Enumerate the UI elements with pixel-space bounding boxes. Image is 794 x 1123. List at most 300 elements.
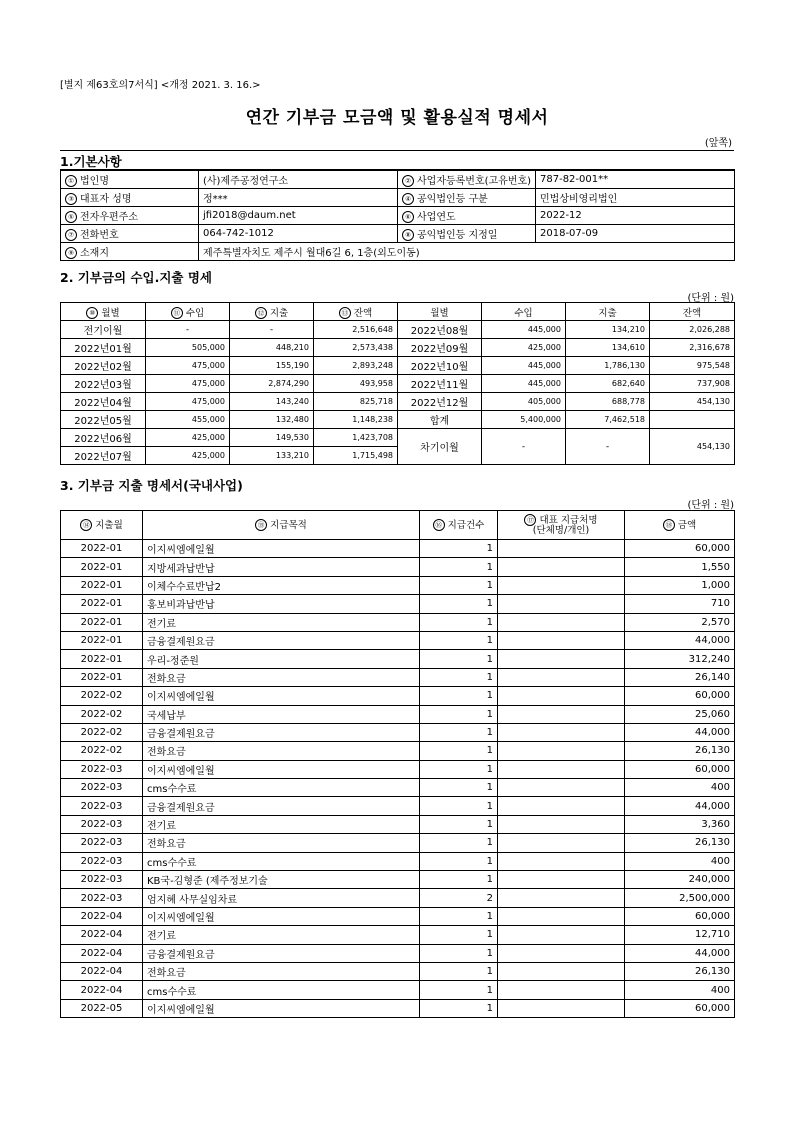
expense-amount: 44,000 [625, 631, 735, 649]
expense-month: 2022-03 [61, 760, 143, 778]
income-row [61, 357, 735, 375]
balance-cell: 1,423,708 [314, 429, 398, 447]
expense-amount: 2,570 [625, 613, 735, 631]
info-field-number: ① [65, 175, 77, 187]
expense-month: 2022-04 [61, 926, 143, 944]
expense-recipient [498, 650, 625, 668]
expense-purpose: 전기료 [143, 815, 420, 833]
expense-purpose: 이지씨엠에일월 [143, 760, 420, 778]
income-header-cell [314, 303, 398, 321]
expense-count: 1 [420, 779, 498, 797]
expense-recipient [498, 907, 625, 925]
info-field-number: ② [402, 175, 414, 187]
table-row [61, 981, 735, 999]
table-row [61, 723, 735, 741]
income-header-cell: 지출 [566, 303, 650, 321]
expense-amount: 710 [625, 595, 735, 613]
month-cell: 2022년03월 [61, 375, 146, 393]
expense-recipient [498, 723, 625, 741]
expense-amount: 26,130 [625, 962, 735, 980]
month-cell: 2022년06월 [61, 429, 146, 447]
expense-amount: 25,060 [625, 705, 735, 723]
income-header-label: 잔액 [353, 307, 373, 319]
income-cell: 455,000 [146, 411, 230, 429]
expense-amount: 60,000 [625, 907, 735, 925]
balance-cell: 2,516,648 [314, 321, 398, 339]
info-value: 정*** [199, 189, 398, 207]
carry-over-income: - [482, 429, 566, 465]
expense-purpose: 국세납부 [143, 705, 420, 723]
expense-amount: 312,240 [625, 650, 735, 668]
info-field-number: ③ [65, 193, 77, 205]
expense-month: 2022-04 [61, 907, 143, 925]
expense-purpose: 전화요금 [143, 668, 420, 686]
income-header-cell [230, 303, 314, 321]
expense-purpose: 전기료 [143, 926, 420, 944]
table-row [61, 595, 735, 613]
expense-recipient [498, 613, 625, 631]
expense-count: 1 [420, 595, 498, 613]
expense-cell: 132,480 [230, 411, 314, 429]
expense-count: 1 [420, 797, 498, 815]
expense-cell: 134,210 [566, 321, 650, 339]
expense-amount: 1,550 [625, 558, 735, 576]
expense-count: 1 [420, 668, 498, 686]
income-header-cell [146, 303, 230, 321]
expense-count: 1 [420, 852, 498, 870]
expense-amount: 240,000 [625, 871, 735, 889]
info-label-cell [61, 207, 199, 225]
expense-recipient [498, 852, 625, 870]
info-label-cell [61, 189, 199, 207]
expense-month: 2022-03 [61, 797, 143, 815]
table-row [61, 742, 735, 760]
expense-detail-table [60, 510, 735, 1018]
expense-recipient [498, 631, 625, 649]
expense-count: 1 [420, 705, 498, 723]
month-cell: 합계 [398, 411, 482, 429]
expense-count: 2 [420, 889, 498, 907]
info-row [61, 207, 735, 225]
expense-recipient [498, 705, 625, 723]
info-row [61, 170, 735, 189]
expense-amount: 44,000 [625, 944, 735, 962]
expense-amount: 60,000 [625, 760, 735, 778]
info-value: 787-82-001** [536, 170, 735, 189]
info-value: jfi2018@daum.net [199, 207, 398, 225]
basic-info-table [60, 169, 735, 261]
expense-recipient [498, 779, 625, 797]
section2-unit: (단위 : 원) [687, 293, 734, 304]
income-header-cell: 수입 [482, 303, 566, 321]
expense-header-recipient-label: 대표 지급처명 [539, 515, 598, 526]
expense-header-purpose [143, 511, 420, 540]
expense-month: 2022-01 [61, 595, 143, 613]
income-cell: 445,000 [482, 375, 566, 393]
table-row [61, 613, 735, 631]
expense-amount: 12,710 [625, 926, 735, 944]
expense-recipient [498, 668, 625, 686]
income-cell: 475,000 [146, 375, 230, 393]
income-cell: 405,000 [482, 393, 566, 411]
info-label-cell [398, 170, 536, 189]
expense-purpose: 엄지혜 사무실임차료 [143, 889, 420, 907]
form-reference: [별지 제63호의7서식] <개정 2021. 3. 16.> [60, 80, 261, 91]
balance-cell: 825,718 [314, 393, 398, 411]
expense-header-count [420, 511, 498, 540]
expense-recipient [498, 926, 625, 944]
expense-recipient [498, 999, 625, 1017]
table-row [61, 797, 735, 815]
month-cell: 2022년05월 [61, 411, 146, 429]
balance-cell: 737,908 [650, 375, 735, 393]
info-field-label: 사업자등록번호(고유번호) [417, 176, 532, 187]
balance-cell: 2,893,248 [314, 357, 398, 375]
info-field-label: 공익법인등 구분 [417, 194, 488, 205]
expense-amount: 26,130 [625, 834, 735, 852]
expense-recipient [498, 742, 625, 760]
expense-purpose: 금융결제원요금 [143, 944, 420, 962]
balance-cell: 454,130 [650, 393, 735, 411]
expense-cell: - [230, 321, 314, 339]
info-field-label: 대표자 성명 [80, 194, 132, 205]
expense-purpose: 이지씨엠에일월 [143, 907, 420, 925]
info-value: 064-742-1012 [199, 225, 398, 243]
expense-header-count-number: ⑯ [433, 519, 445, 531]
income-row [61, 321, 735, 339]
info-field-number: ④ [402, 193, 414, 205]
expense-count: 1 [420, 723, 498, 741]
income-header-row [61, 303, 735, 321]
expense-month: 2022-03 [61, 852, 143, 870]
income-cell: 425,000 [146, 429, 230, 447]
expense-count: 1 [420, 687, 498, 705]
expense-month: 2022-04 [61, 944, 143, 962]
expense-cell: 7,462,518 [566, 411, 650, 429]
expense-month: 2022-04 [61, 962, 143, 980]
info-row [61, 243, 735, 261]
expense-purpose: 이지씨엠에일월 [143, 687, 420, 705]
expense-amount: 44,000 [625, 723, 735, 741]
expense-recipient [498, 576, 625, 594]
month-cell: 2022년11월 [398, 375, 482, 393]
income-header-label: 월별 [101, 307, 120, 319]
table-row [61, 926, 735, 944]
expense-purpose: cms수수료 [143, 981, 420, 999]
info-label-cell [61, 225, 199, 243]
table-row [61, 871, 735, 889]
expense-month: 2022-01 [61, 613, 143, 631]
info-label-cell [398, 225, 536, 243]
table-row [61, 962, 735, 980]
income-row [61, 429, 735, 447]
income-cell: 475,000 [146, 357, 230, 375]
expense-purpose: KB국-김형준 (제주정보기술 [143, 871, 420, 889]
page-side-label: (앞쪽) [704, 138, 732, 149]
expense-month: 2022-01 [61, 668, 143, 686]
expense-header-amount-label: 금액 [677, 520, 697, 531]
income-header-cell [61, 303, 146, 321]
income-row [61, 375, 735, 393]
expense-purpose: 전기료 [143, 613, 420, 631]
expense-cell: 688,778 [566, 393, 650, 411]
expense-count: 1 [420, 871, 498, 889]
expense-amount: 2,500,000 [625, 889, 735, 907]
table-row [61, 705, 735, 723]
month-cell: 2022년04월 [61, 393, 146, 411]
table-row [61, 907, 735, 925]
document-title: 연간 기부금 모금액 및 활용실적 명세서 [245, 108, 549, 128]
section3-unit: (단위 : 원) [687, 500, 734, 511]
table-row [61, 558, 735, 576]
expense-month: 2022-03 [61, 889, 143, 907]
section1-title: 1.기본사항 [60, 154, 122, 169]
balance-cell: 975,548 [650, 357, 735, 375]
income-cell: 445,000 [482, 357, 566, 375]
expense-cell: 149,530 [230, 429, 314, 447]
expense-recipient [498, 797, 625, 815]
expense-recipient [498, 760, 625, 778]
month-cell: 전기이월 [61, 321, 146, 339]
expense-count: 1 [420, 926, 498, 944]
expense-header-purpose-number: ⑮ [255, 519, 267, 531]
expense-month: 2022-02 [61, 723, 143, 741]
expense-month: 2022-02 [61, 687, 143, 705]
balance-cell: 2,026,288 [650, 321, 735, 339]
expense-purpose: 금융결제원요금 [143, 797, 420, 815]
expense-recipient [498, 558, 625, 576]
income-row [61, 393, 735, 411]
expense-month: 2022-03 [61, 815, 143, 833]
info-label-cell [398, 189, 536, 207]
expense-month: 2022-03 [61, 871, 143, 889]
expense-count: 1 [420, 815, 498, 833]
expense-count: 1 [420, 834, 498, 852]
table-row [61, 852, 735, 870]
expense-header-month [61, 511, 143, 540]
month-cell: 2022년02월 [61, 357, 146, 375]
address-field-number: ⑨ [65, 247, 77, 259]
income-header-label: 지출 [269, 307, 289, 319]
expense-amount: 3,360 [625, 815, 735, 833]
expense-recipient [498, 815, 625, 833]
table-row [61, 668, 735, 686]
expense-purpose: 전화요금 [143, 834, 420, 852]
income-expense-table [60, 302, 735, 465]
expense-amount: 1,000 [625, 576, 735, 594]
expense-cell: 134,610 [566, 339, 650, 357]
expense-amount: 26,130 [625, 742, 735, 760]
table-row [61, 576, 735, 594]
expense-month: 2022-01 [61, 558, 143, 576]
expense-purpose: 지방세과납반납 [143, 558, 420, 576]
info-field-label: 법인명 [80, 176, 109, 187]
month-cell: 2022년12월 [398, 393, 482, 411]
expense-header-recipient-number: ⑰ [524, 514, 536, 526]
info-row [61, 225, 735, 243]
table-row [61, 999, 735, 1017]
income-header-number: ⑬ [339, 307, 351, 319]
expense-month: 2022-02 [61, 705, 143, 723]
income-row [61, 339, 735, 357]
expense-month: 2022-04 [61, 981, 143, 999]
income-cell: 5,400,000 [482, 411, 566, 429]
carry-over-balance: 454,130 [650, 429, 735, 465]
table-row [61, 944, 735, 962]
income-header-number: ⑩ [86, 307, 98, 319]
income-cell: 425,000 [146, 447, 230, 465]
expense-recipient [498, 540, 625, 558]
income-cell: 445,000 [482, 321, 566, 339]
expense-count: 1 [420, 962, 498, 980]
balance-cell: 1,715,498 [314, 447, 398, 465]
expense-cell: 448,210 [230, 339, 314, 357]
expense-amount: 60,000 [625, 687, 735, 705]
expense-month: 2022-01 [61, 650, 143, 668]
table-row [61, 540, 735, 558]
expense-recipient [498, 871, 625, 889]
income-header-label: 수입 [185, 307, 205, 319]
balance-cell: 2,573,438 [314, 339, 398, 357]
income-header-cell: 잔액 [650, 303, 735, 321]
expense-header-month-number: ⑭ [80, 519, 92, 531]
expense-amount: 60,000 [625, 999, 735, 1017]
section3-title: 3. 기부금 지출 명세서(국내사업) [60, 478, 243, 493]
info-field-label: 사업연도 [417, 212, 456, 223]
expense-recipient [498, 962, 625, 980]
table-row [61, 889, 735, 907]
expense-amount: 400 [625, 981, 735, 999]
income-cell: - [146, 321, 230, 339]
income-cell: 505,000 [146, 339, 230, 357]
table-row [61, 779, 735, 797]
expense-purpose: 이체수수료반납2 [143, 576, 420, 594]
expense-purpose: 이지씨엠에일월 [143, 540, 420, 558]
income-cell: 425,000 [482, 339, 566, 357]
expense-purpose: 홍보비과납반납 [143, 595, 420, 613]
expense-amount: 44,000 [625, 797, 735, 815]
expense-recipient [498, 944, 625, 962]
table-row [61, 760, 735, 778]
income-header-number: ⑫ [255, 307, 267, 319]
expense-amount: 26,140 [625, 668, 735, 686]
expense-purpose: 전화요금 [143, 742, 420, 760]
expense-month: 2022-02 [61, 742, 143, 760]
info-row [61, 189, 735, 207]
info-value: 민법상비영리법인 [536, 189, 735, 207]
expense-count: 1 [420, 981, 498, 999]
expense-cell: 2,874,290 [230, 375, 314, 393]
table-row [61, 834, 735, 852]
expense-month: 2022-01 [61, 631, 143, 649]
info-field-number: ⑧ [402, 229, 414, 241]
info-field-label: 공익법인등 지정일 [417, 230, 498, 241]
info-value: 2022-12 [536, 207, 735, 225]
expense-purpose: 금융결제원요금 [143, 723, 420, 741]
expense-cell: 155,190 [230, 357, 314, 375]
section1-top-rule [60, 150, 734, 151]
expense-count: 1 [420, 540, 498, 558]
info-field-number: ⑤ [65, 211, 77, 223]
section2-title: 2. 기부금의 수입.지출 명세 [60, 270, 213, 285]
expense-recipient [498, 595, 625, 613]
table-row [61, 650, 735, 668]
income-header-cell: 월별 [398, 303, 482, 321]
expense-count: 1 [420, 907, 498, 925]
month-cell: 2022년09월 [398, 339, 482, 357]
info-field-label: 전화번호 [80, 230, 119, 241]
expense-cell: 1,786,130 [566, 357, 650, 375]
expense-header-month-label: 지출월 [95, 520, 123, 531]
expense-purpose: 이지씨엠에일월 [143, 999, 420, 1017]
expense-header-recipient-sub: (단체명/개인) [532, 525, 590, 536]
expense-header-amount-number: ⑱ [663, 519, 675, 531]
info-value: (사)제주공정연구소 [199, 170, 398, 189]
expense-header-amount [625, 511, 735, 540]
month-cell: 2022년08월 [398, 321, 482, 339]
balance-cell [650, 411, 735, 429]
expense-purpose: 전화요금 [143, 962, 420, 980]
expense-amount: 400 [625, 852, 735, 870]
expense-purpose: cms수수료 [143, 779, 420, 797]
month-cell: 2022년10월 [398, 357, 482, 375]
expense-count: 1 [420, 631, 498, 649]
table-row [61, 815, 735, 833]
balance-cell: 493,958 [314, 375, 398, 393]
expense-count: 1 [420, 944, 498, 962]
expense-month: 2022-01 [61, 540, 143, 558]
expense-recipient [498, 889, 625, 907]
expense-header-recipient [498, 511, 625, 540]
expense-month: 2022-03 [61, 779, 143, 797]
balance-cell: 1,148,238 [314, 411, 398, 429]
expense-purpose: cms수수료 [143, 852, 420, 870]
expense-purpose: 우리-정준원 [143, 650, 420, 668]
info-label-cell [61, 243, 199, 261]
table-row [61, 631, 735, 649]
expense-header-row [61, 511, 735, 540]
address-field-label: 소재지 [80, 248, 109, 259]
info-label-cell [61, 170, 199, 189]
expense-count: 1 [420, 760, 498, 778]
income-header-number: ⑪ [171, 307, 183, 319]
expense-count: 1 [420, 650, 498, 668]
balance-cell: 2,316,678 [650, 339, 735, 357]
expense-count: 1 [420, 613, 498, 631]
carry-over-expense: - [566, 429, 650, 465]
expense-count: 1 [420, 558, 498, 576]
expense-month: 2022-01 [61, 576, 143, 594]
info-value: 2018-07-09 [536, 225, 735, 243]
expense-cell: 143,240 [230, 393, 314, 411]
expense-cell: 682,640 [566, 375, 650, 393]
info-field-number: ⑥ [402, 211, 414, 223]
month-cell: 2022년07월 [61, 447, 146, 465]
expense-recipient [498, 834, 625, 852]
expense-amount: 60,000 [625, 540, 735, 558]
expense-recipient [498, 981, 625, 999]
address-value: 제주특별자치도 제주시 월대6길 6, 1층(외도이동) [199, 243, 735, 261]
info-label-cell [398, 207, 536, 225]
info-field-number: ⑦ [65, 229, 77, 241]
expense-header-count-label: 지급건수 [447, 520, 485, 531]
expense-count: 1 [420, 999, 498, 1017]
expense-month: 2022-03 [61, 834, 143, 852]
expense-month: 2022-05 [61, 999, 143, 1017]
expense-header-purpose-label: 지급목적 [270, 520, 307, 531]
expense-cell: 133,210 [230, 447, 314, 465]
expense-purpose: 금융결제원요금 [143, 631, 420, 649]
